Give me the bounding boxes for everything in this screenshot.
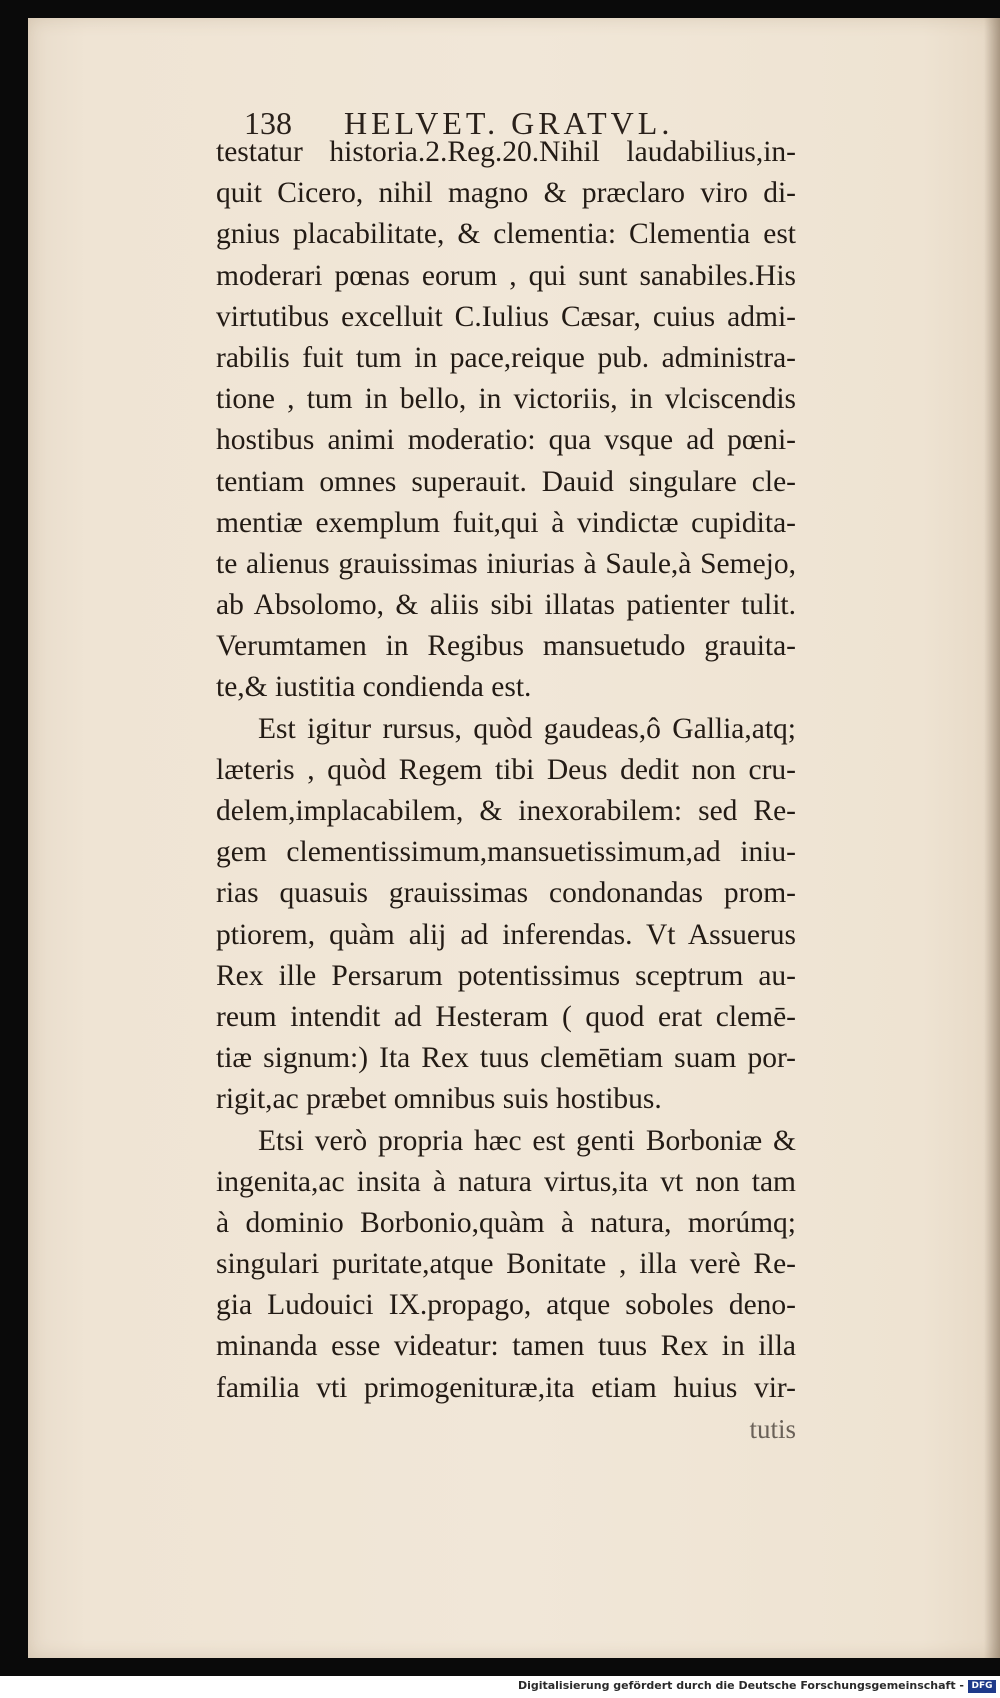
text-line: Verumtamen in Regibus mansuetudo grauita- (216, 630, 796, 663)
text-line: tentiam omnes superauit. Dauid singulare cle- (216, 465, 796, 498)
text-line: moderari pœnas eorum , qui sunt sanabiles.His (216, 259, 796, 292)
text-line: mentiæ exemplum fuit,qui à vindictæ cupidita- (216, 506, 796, 539)
text-line: hostibus animi moderatio: qua vsque ad pœni- (216, 424, 796, 457)
page-spine-shadow (984, 18, 1000, 1658)
text-line: quit Cicero, nihil magno & præclaro viro di- (216, 177, 796, 210)
text-line: reum intendit ad Hesteram ( quod erat clemē- (216, 1000, 796, 1033)
catchword: tutis (749, 1413, 796, 1444)
funding-credit: Digitalisierung gefördert durch die Deutsche Forschungsgemeinschaft - (517, 1679, 964, 1692)
text-line: familia vti primogenituræ,ita etiam huius vir- (216, 1371, 796, 1404)
text-line: à dominio Borbonio,quàm à natura, morúmq; (216, 1206, 796, 1239)
text-line: læteris , quòd Regem tibi Deus dedit non cru- (216, 753, 796, 786)
text-line: testatur historia.2.Reg.20.Nihil laudabilius,in- (216, 136, 796, 168)
text-line: Rex ille Persarum potentissimus sceptrum au- (216, 959, 796, 992)
dfg-logo-icon: DFG (968, 1680, 996, 1693)
text-line: minanda esse videatur: tamen tuus Rex in illa (216, 1330, 796, 1363)
text-line: ab Absolomo, & aliis sibi illatas patienter tulit. (216, 589, 796, 622)
text-line: gia Ludouici IX.propago, atque soboles deno- (216, 1289, 796, 1322)
text-line: gem clementissimum,mansuetissimum,ad iniu- (216, 836, 796, 869)
paragraph-start-line: Etsi verò propria hæc est genti Borboniæ & (258, 1124, 796, 1157)
page-number: 138 (244, 105, 292, 141)
text-line: ptiorem, quàm alij ad inferendas. Vt Assuerus (216, 918, 796, 951)
text-line: te,& iustitia condienda est. (216, 671, 532, 704)
text-line: rabilis fuit tum in pace,reique pub. administra- (216, 341, 796, 374)
running-title: HELVET. GRATVL. (344, 105, 674, 141)
footer-bar (0, 1676, 1000, 1698)
text-line: tione , tum in bello, in victoriis, in vlciscendis (216, 383, 796, 416)
text-line: tiæ signum:) Ita Rex tuus clemētiam suam por- (216, 1042, 796, 1075)
text-line: ingenita,ac insita à natura virtus,ita vt non tam (216, 1165, 796, 1198)
text-line: delem,implacabilem, & inexorabilem: sed Re- (216, 795, 796, 827)
text-block (216, 132, 796, 1450)
text-line: rias quasuis grauissimas condonandas prom- (216, 877, 796, 910)
paragraph-start-line: Est igitur rursus, quòd gaudeas,ô Gallia,atq; (258, 712, 796, 745)
text-line: singulari puritate,atque Bonitate , illa verè Re- (216, 1248, 796, 1281)
text-line: gnius placabilitate, & clementia: Clementia est (216, 218, 796, 251)
text-line: virtutibus excelluit C.Iulius Cæsar, cuius admi- (216, 300, 796, 333)
text-line: rigit,ac præbet omnibus suis hostibus. (216, 1083, 662, 1116)
text-line: te alienus grauissimas iniurias à Saule,à Semejo, (216, 547, 796, 580)
